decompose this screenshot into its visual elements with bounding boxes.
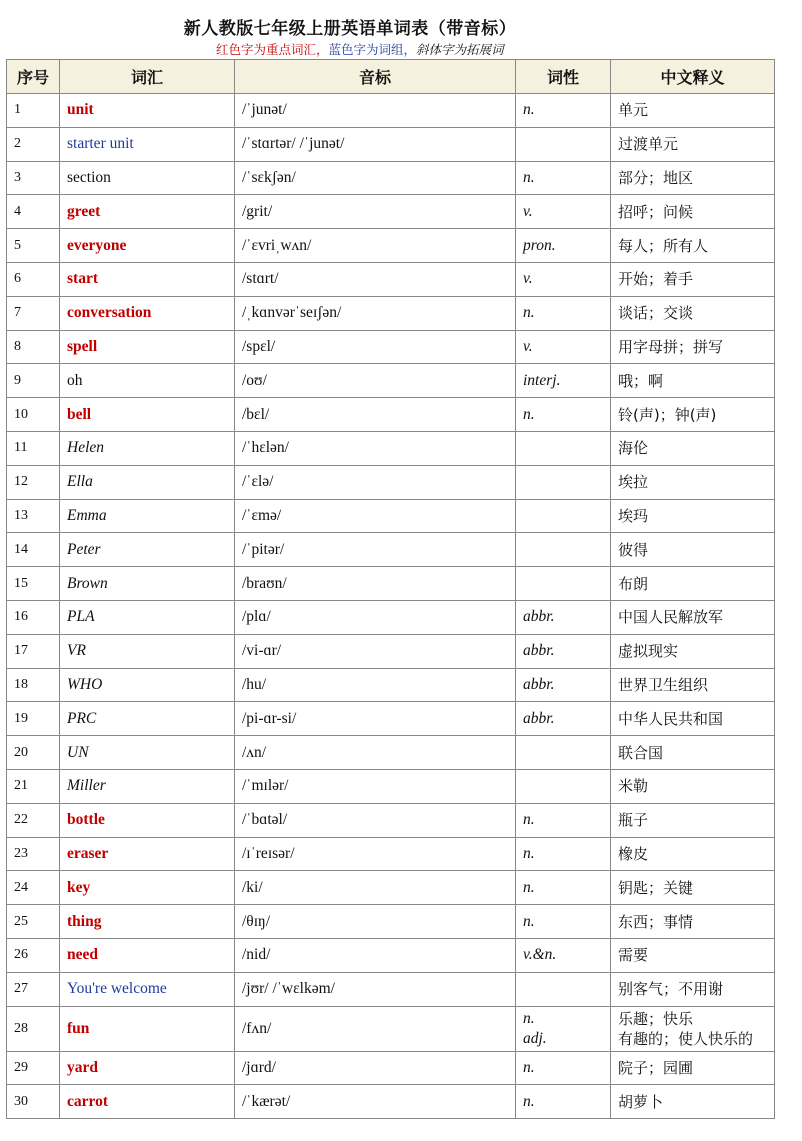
phonetic: /ˈstɑrtər/ /ˈjunət/ <box>235 127 516 161</box>
table-row <box>7 972 775 1006</box>
row-number: 18 <box>7 668 60 702</box>
table-row <box>7 837 775 871</box>
pos-label: pron. <box>523 236 556 254</box>
table-row <box>7 533 775 567</box>
meaning-line: 招呼；问候 <box>618 202 694 221</box>
phonetic: /ɪˈreɪsər/ <box>235 837 516 871</box>
table-row <box>7 668 775 702</box>
pos-label: n. <box>523 304 535 322</box>
table-row <box>7 905 775 939</box>
row-number: 14 <box>7 533 60 567</box>
header-chinese-meaning: 中文释义 <box>611 60 775 94</box>
part-of-speech <box>516 330 611 364</box>
pos-label: n. <box>523 168 535 186</box>
part-of-speech <box>516 567 611 601</box>
pos-label: abbr. <box>523 642 555 660</box>
meaning-line: 有趣的；使人快乐的 <box>618 1029 754 1048</box>
phonetic: /θɪŋ/ <box>235 905 516 939</box>
color-legend <box>216 40 504 58</box>
part-of-speech <box>516 972 611 1006</box>
row-number: 11 <box>7 431 60 465</box>
meaning-line: 橡皮 <box>618 844 649 863</box>
vocab-word: bottle <box>60 803 235 837</box>
part-of-speech <box>516 668 611 702</box>
chinese-meaning <box>611 533 775 567</box>
pos-label: n. <box>523 1009 535 1027</box>
phonetic: /ˈhɛlən/ <box>235 431 516 465</box>
phonetic: /ʌn/ <box>235 736 516 770</box>
meaning-line: 东西；事情 <box>618 912 694 931</box>
table-row <box>7 262 775 296</box>
row-number: 29 <box>7 1051 60 1085</box>
pos-label: v. <box>523 337 533 355</box>
pos-label: n. <box>523 405 535 423</box>
meaning-line: 乐趣；快乐 <box>618 1009 694 1028</box>
pos-label: n. <box>523 878 535 896</box>
table-row <box>7 127 775 161</box>
pos-label: v. <box>523 202 533 220</box>
vocab-word: PRC <box>60 702 235 736</box>
meaning-line: 部分；地区 <box>618 168 694 187</box>
chinese-meaning <box>611 1006 775 1051</box>
row-number: 27 <box>7 972 60 1006</box>
chinese-meaning <box>611 94 775 128</box>
phonetic: /ˈɛmə/ <box>235 499 516 533</box>
chinese-meaning <box>611 938 775 972</box>
phonetic: /ˈɛlə/ <box>235 465 516 499</box>
phonetic: /ˈpitər/ <box>235 533 516 567</box>
pos-label: n. <box>523 101 535 119</box>
row-number: 1 <box>7 94 60 128</box>
pos-label: n. <box>523 1092 535 1110</box>
row-number: 4 <box>7 195 60 229</box>
phonetic: /ˈbɑtəl/ <box>235 803 516 837</box>
vocab-word: Peter <box>60 533 235 567</box>
part-of-speech <box>516 161 611 195</box>
vocab-word: You're welcome <box>60 972 235 1006</box>
table-row <box>7 871 775 905</box>
part-of-speech <box>516 803 611 837</box>
chinese-meaning <box>611 567 775 601</box>
meaning-line: 彼得 <box>618 540 649 559</box>
part-of-speech <box>516 296 611 330</box>
vocab-word: Ella <box>60 465 235 499</box>
vocab-word: bell <box>60 398 235 432</box>
vocab-word: need <box>60 938 235 972</box>
meaning-line: 海伦 <box>618 439 649 458</box>
table-row <box>7 736 775 770</box>
row-number: 22 <box>7 803 60 837</box>
part-of-speech <box>516 871 611 905</box>
table-row <box>7 398 775 432</box>
table-row <box>7 1051 775 1085</box>
phonetic: /ˈkærət/ <box>235 1085 516 1119</box>
table-row <box>7 229 775 263</box>
table-row <box>7 364 775 398</box>
table-row <box>7 702 775 736</box>
part-of-speech <box>516 1051 611 1085</box>
pos-label: abbr. <box>523 709 555 727</box>
meaning-line: 钥匙；关键 <box>618 878 694 897</box>
table-row <box>7 195 775 229</box>
meaning-line: 米勒 <box>618 777 649 796</box>
legend-phrases: 蓝色字为词组， <box>328 42 417 57</box>
vocab-word: everyone <box>60 229 235 263</box>
row-number: 13 <box>7 499 60 533</box>
vocab-word: WHO <box>60 668 235 702</box>
chinese-meaning <box>611 499 775 533</box>
row-number: 10 <box>7 398 60 432</box>
meaning-line: 埃拉 <box>618 473 649 492</box>
vocab-word: VR <box>60 634 235 668</box>
row-number: 8 <box>7 330 60 364</box>
part-of-speech <box>516 938 611 972</box>
part-of-speech <box>516 600 611 634</box>
phonetic: /stɑrt/ <box>235 262 516 296</box>
part-of-speech <box>516 702 611 736</box>
part-of-speech <box>516 127 611 161</box>
chinese-meaning <box>611 769 775 803</box>
part-of-speech <box>516 398 611 432</box>
meaning-line: 中华人民共和国 <box>618 709 724 728</box>
table-row <box>7 938 775 972</box>
phonetic: /ˈsɛkʃən/ <box>235 161 516 195</box>
row-number: 21 <box>7 769 60 803</box>
pos-label: n. <box>523 1058 535 1076</box>
chinese-meaning <box>611 837 775 871</box>
vocabulary-table <box>6 59 775 1119</box>
pos-label: v.&n. <box>523 946 557 964</box>
row-number: 15 <box>7 567 60 601</box>
phonetic: /jɑrd/ <box>235 1051 516 1085</box>
phonetic: /pi-ɑr-si/ <box>235 702 516 736</box>
vocab-word: spell <box>60 330 235 364</box>
vocab-word: section <box>60 161 235 195</box>
part-of-speech <box>516 1085 611 1119</box>
pos-label: n. <box>523 844 535 862</box>
vocab-word: unit <box>60 94 235 128</box>
row-number: 3 <box>7 161 60 195</box>
vocab-word: conversation <box>60 296 235 330</box>
part-of-speech <box>516 634 611 668</box>
table-row <box>7 296 775 330</box>
row-number: 25 <box>7 905 60 939</box>
phonetic: /jʊr/ /ˈwɛlkəm/ <box>235 972 516 1006</box>
vocab-word: fun <box>60 1006 235 1051</box>
chinese-meaning <box>611 972 775 1006</box>
vocab-word: oh <box>60 364 235 398</box>
chinese-meaning <box>611 600 775 634</box>
chinese-meaning <box>611 871 775 905</box>
row-number: 6 <box>7 262 60 296</box>
legend-key-words: 红色字为重点词汇， <box>216 42 329 57</box>
row-number: 5 <box>7 229 60 263</box>
chinese-meaning <box>611 905 775 939</box>
meaning-line: 院子；园圃 <box>618 1058 694 1077</box>
meaning-line: 联合国 <box>618 743 664 762</box>
chinese-meaning <box>611 262 775 296</box>
chinese-meaning <box>611 1085 775 1119</box>
chinese-meaning <box>611 127 775 161</box>
chinese-meaning <box>611 398 775 432</box>
row-number: 20 <box>7 736 60 770</box>
meaning-line: 开始；着手 <box>618 270 694 289</box>
vocab-word: yard <box>60 1051 235 1085</box>
part-of-speech <box>516 229 611 263</box>
phonetic: /ˈɛvriˌwʌn/ <box>235 229 516 263</box>
table-row <box>7 600 775 634</box>
meaning-line: 哦；啊 <box>618 371 664 390</box>
pos-label: interj. <box>523 371 561 389</box>
pos-label: n. <box>523 811 535 829</box>
row-number: 30 <box>7 1085 60 1119</box>
meaning-line: 埃玛 <box>618 506 649 525</box>
part-of-speech <box>516 736 611 770</box>
meaning-line: 用字母拼；拼写 <box>618 337 724 356</box>
chinese-meaning <box>611 330 775 364</box>
header-phonetic: 音标 <box>235 60 516 94</box>
phonetic: /hu/ <box>235 668 516 702</box>
row-number: 7 <box>7 296 60 330</box>
row-number: 9 <box>7 364 60 398</box>
meaning-line: 需要 <box>618 946 649 965</box>
phonetic: /ki/ <box>235 871 516 905</box>
vocab-word: thing <box>60 905 235 939</box>
vocab-word: greet <box>60 195 235 229</box>
vocab-word: UN <box>60 736 235 770</box>
vocab-word: PLA <box>60 600 235 634</box>
vocab-word: Miller <box>60 769 235 803</box>
part-of-speech <box>516 364 611 398</box>
chinese-meaning <box>611 634 775 668</box>
row-number: 12 <box>7 465 60 499</box>
part-of-speech <box>516 533 611 567</box>
vocab-word: Emma <box>60 499 235 533</box>
part-of-speech <box>516 262 611 296</box>
vocab-word: Brown <box>60 567 235 601</box>
vocab-word: Helen <box>60 431 235 465</box>
row-number: 19 <box>7 702 60 736</box>
legend-extension-words: 斜体字为拓展词 <box>416 42 504 57</box>
row-number: 28 <box>7 1006 60 1051</box>
table-row <box>7 803 775 837</box>
row-number: 23 <box>7 837 60 871</box>
phonetic: /bɛl/ <box>235 398 516 432</box>
meaning-line: 别客气；不用谢 <box>618 980 724 999</box>
part-of-speech <box>516 905 611 939</box>
pos-label: adj. <box>523 1029 547 1047</box>
part-of-speech <box>516 431 611 465</box>
chinese-meaning <box>611 668 775 702</box>
part-of-speech <box>516 94 611 128</box>
chinese-meaning <box>611 736 775 770</box>
table-row <box>7 465 775 499</box>
table-row <box>7 499 775 533</box>
vocab-word: carrot <box>60 1085 235 1119</box>
table-row <box>7 634 775 668</box>
part-of-speech <box>516 499 611 533</box>
table-header-row <box>7 60 775 94</box>
phonetic: /ˈmɪlər/ <box>235 769 516 803</box>
phonetic: /ˌkɑnvərˈseɪʃən/ <box>235 296 516 330</box>
meaning-line: 中国人民解放军 <box>618 608 724 627</box>
meaning-line: 世界卫生组织 <box>618 675 709 694</box>
phonetic: /vi-ɑr/ <box>235 634 516 668</box>
pos-label: v. <box>523 270 533 288</box>
table-row <box>7 431 775 465</box>
chinese-meaning <box>611 364 775 398</box>
phonetic: /grit/ <box>235 195 516 229</box>
table-row <box>7 161 775 195</box>
meaning-line: 谈话；交谈 <box>618 304 694 323</box>
vocab-word: starter unit <box>60 127 235 161</box>
phonetic: /braʊn/ <box>235 567 516 601</box>
chinese-meaning <box>611 229 775 263</box>
table-row <box>7 567 775 601</box>
part-of-speech <box>516 465 611 499</box>
part-of-speech <box>516 769 611 803</box>
table-row <box>7 1006 775 1051</box>
meaning-line: 胡萝卜 <box>618 1092 664 1111</box>
vocab-word: eraser <box>60 837 235 871</box>
table-row <box>7 94 775 128</box>
meaning-line: 布朗 <box>618 574 649 593</box>
table-row <box>7 1085 775 1119</box>
meaning-line: 瓶子 <box>618 811 649 830</box>
part-of-speech <box>516 195 611 229</box>
phonetic: /ˈjunət/ <box>235 94 516 128</box>
vocab-word: key <box>60 871 235 905</box>
row-number: 24 <box>7 871 60 905</box>
table-row <box>7 330 775 364</box>
chinese-meaning <box>611 195 775 229</box>
chinese-meaning <box>611 465 775 499</box>
pos-label: abbr. <box>523 608 555 626</box>
table-body <box>7 94 775 1119</box>
phonetic: /fʌn/ <box>235 1006 516 1051</box>
pos-label: abbr. <box>523 675 555 693</box>
chinese-meaning <box>611 702 775 736</box>
meaning-line: 虚拟现实 <box>618 642 679 661</box>
header-part-of-speech: 词性 <box>516 60 611 94</box>
meaning-line: 每人；所有人 <box>618 236 709 255</box>
chinese-meaning <box>611 296 775 330</box>
phonetic: /nid/ <box>235 938 516 972</box>
phonetic: /spɛl/ <box>235 330 516 364</box>
meaning-line: 过渡单元 <box>618 135 679 154</box>
phonetic: /plɑ/ <box>235 600 516 634</box>
pos-label: n. <box>523 912 535 930</box>
meaning-line: 铃(声)；钟(声) <box>618 405 717 424</box>
chinese-meaning <box>611 431 775 465</box>
page-title: 新人教版七年级上册英语单词表（带音标） <box>183 19 517 39</box>
row-number: 26 <box>7 938 60 972</box>
header-number: 序号 <box>7 60 60 94</box>
phonetic: /oʊ/ <box>235 364 516 398</box>
part-of-speech <box>516 837 611 871</box>
row-number: 17 <box>7 634 60 668</box>
header-word: 词汇 <box>60 60 235 94</box>
table-row <box>7 769 775 803</box>
meaning-line: 单元 <box>618 101 649 120</box>
chinese-meaning <box>611 803 775 837</box>
part-of-speech <box>516 1006 611 1051</box>
vocab-word: start <box>60 262 235 296</box>
chinese-meaning <box>611 1051 775 1085</box>
row-number: 2 <box>7 127 60 161</box>
row-number: 16 <box>7 600 60 634</box>
chinese-meaning <box>611 161 775 195</box>
